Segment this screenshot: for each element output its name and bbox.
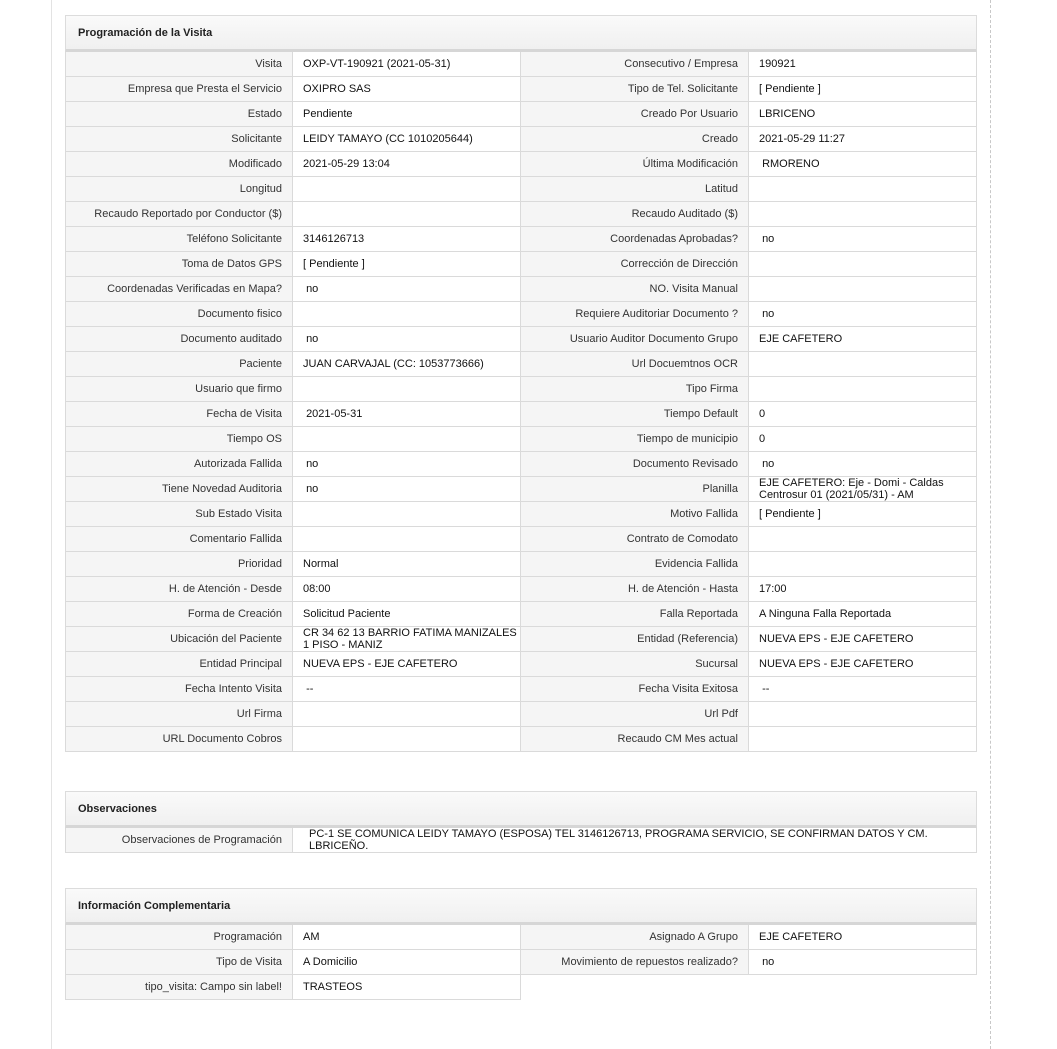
label-toma-de-datos-gps: Toma de Datos GPS [65, 252, 293, 277]
left-rail [51, 0, 52, 1049]
programacion-panel [65, 15, 977, 752]
label-entidad-principal: Entidad Principal [65, 652, 293, 677]
label-entidad-referencia: Entidad (Referencia) [521, 627, 749, 652]
value-consecutivo-empresa: 190921 [749, 52, 977, 77]
label-recaudo-reportado-por-conductor: Recaudo Reportado por Conductor ($) [65, 202, 293, 227]
value-visita: OXP-VT-190921 (2021-05-31) [293, 52, 521, 77]
value-documento-fisico [293, 302, 521, 327]
value-no-visita-manual [749, 277, 977, 302]
label-sucursal: Sucursal [521, 652, 749, 677]
label-ultima-modificacion: Última Modificación [521, 152, 749, 177]
label-falla-reportada: Falla Reportada [521, 602, 749, 627]
label-documento-auditado: Documento auditado [65, 327, 293, 352]
value-entidad-referencia: NUEVA EPS - EJE CAFETERO [749, 627, 977, 652]
observaciones-grid [65, 828, 977, 853]
value-url-docuemtnos-ocr [749, 352, 977, 377]
value-usuario-que-firmo [293, 377, 521, 402]
label-documento-revisado: Documento Revisado [521, 452, 749, 477]
label-consecutivo-empresa: Consecutivo / Empresa [521, 52, 749, 77]
value-empresa-que-presta-el-servicio: OXIPRO SAS [293, 77, 521, 102]
programacion-header: Programación de la Visita [65, 15, 977, 52]
value-usuario-auditor-documento-grupo: EJE CAFETERO [749, 327, 977, 352]
value-tipo-firma [749, 377, 977, 402]
label-tipo-firma: Tipo Firma [521, 377, 749, 402]
observaciones-panel [65, 791, 977, 853]
empty-cell [521, 975, 749, 1000]
value-telefono-solicitante: 3146126713 [293, 227, 521, 252]
value-url-pdf [749, 702, 977, 727]
label-telefono-solicitante: Teléfono Solicitante [65, 227, 293, 252]
label-autorizada-fallida: Autorizada Fallida [65, 452, 293, 477]
complementaria-grid [65, 925, 977, 1000]
value-recaudo-auditado [749, 202, 977, 227]
label-h-de-atencion-desde: H. de Atención - Desde [65, 577, 293, 602]
value-h-de-atencion-desde: 08:00 [293, 577, 521, 602]
value-tiempo-default: 0 [749, 402, 977, 427]
value-sub-estado-visita [293, 502, 521, 527]
label-longitud: Longitud [65, 177, 293, 202]
label-solicitante: Solicitante [65, 127, 293, 152]
label-prioridad: Prioridad [65, 552, 293, 577]
label-coordenadas-aprobadas: Coordenadas Aprobadas? [521, 227, 749, 252]
label-empresa-que-presta-el-servicio: Empresa que Presta el Servicio [65, 77, 293, 102]
label-url-firma: Url Firma [65, 702, 293, 727]
label-documento-fisico: Documento fisico [65, 302, 293, 327]
value-asignado-a-grupo: EJE CAFETERO [749, 925, 977, 950]
empty-cell [749, 975, 977, 1000]
label-contrato-de-comodato: Contrato de Comodato [521, 527, 749, 552]
label-requiere-auditoriar-documento: Requiere Auditoriar Documento ? [521, 302, 749, 327]
label-movimiento-de-repuestos-realizado: Movimiento de repuestos realizado? [521, 950, 749, 975]
value-fecha-de-visita: 2021-05-31 [293, 402, 521, 427]
value-recaudo-reportado-por-conductor [293, 202, 521, 227]
value-prioridad: Normal [293, 552, 521, 577]
value-planilla: EJE CAFETERO: Eje - Domi - Caldas Centrosur 01 (2021/05/31) - AM [749, 477, 977, 502]
label-motivo-fallida: Motivo Fallida [521, 502, 749, 527]
observaciones-value: PC-1 SE COMUNICA LEIDY TAMAYO (ESPOSA) TEL 3146126713, PROGRAMA SERVICIO, SE CONFIRMAN DATOS Y CM. LBRICEÑO. [293, 828, 977, 853]
value-url-firma [293, 702, 521, 727]
label-fecha-de-visita: Fecha de Visita [65, 402, 293, 427]
label-creado: Creado [521, 127, 749, 152]
value-falla-reportada: A Ninguna Falla Reportada [749, 602, 977, 627]
value-longitud [293, 177, 521, 202]
value-correccion-de-direccion [749, 252, 977, 277]
value-entidad-principal: NUEVA EPS - EJE CAFETERO [293, 652, 521, 677]
label-asignado-a-grupo: Asignado A Grupo [521, 925, 749, 950]
label-recaudo-auditado: Recaudo Auditado ($) [521, 202, 749, 227]
value-tipo-de-visita: A Domicilio [293, 950, 521, 975]
value-movimiento-de-repuestos-realizado: no [749, 950, 977, 975]
label-correccion-de-direccion: Corrección de Dirección [521, 252, 749, 277]
label-tipo-visita-campo-sin-label: tipo_visita: Campo sin label! [65, 975, 293, 1000]
observaciones-header: Observaciones [65, 791, 977, 828]
value-fecha-intento-visita: -- [293, 677, 521, 702]
complementaria-header: Información Complementaria [65, 888, 977, 925]
label-url-documento-cobros: URL Documento Cobros [65, 727, 293, 752]
value-latitud [749, 177, 977, 202]
value-h-de-atencion-hasta: 17:00 [749, 577, 977, 602]
label-paciente: Paciente [65, 352, 293, 377]
label-h-de-atencion-hasta: H. de Atención - Hasta [521, 577, 749, 602]
value-url-documento-cobros [293, 727, 521, 752]
value-tiene-novedad-auditoria: no [293, 477, 521, 502]
label-estado: Estado [65, 102, 293, 127]
label-tiene-novedad-auditoria: Tiene Novedad Auditoria [65, 477, 293, 502]
label-url-pdf: Url Pdf [521, 702, 749, 727]
label-forma-de-creacion: Forma de Creación [65, 602, 293, 627]
label-usuario-auditor-documento-grupo: Usuario Auditor Documento Grupo [521, 327, 749, 352]
label-programacion: Programación [65, 925, 293, 950]
value-autorizada-fallida: no [293, 452, 521, 477]
label-modificado: Modificado [65, 152, 293, 177]
value-recaudo-cm-mes-actual [749, 727, 977, 752]
label-latitud: Latitud [521, 177, 749, 202]
label-evidencia-fallida: Evidencia Fallida [521, 552, 749, 577]
label-planilla: Planilla [521, 477, 749, 502]
complementaria-panel [65, 888, 977, 1000]
label-ubicacion-del-paciente: Ubicación del Paciente [65, 627, 293, 652]
label-fecha-visita-exitosa: Fecha Visita Exitosa [521, 677, 749, 702]
label-tipo-de-tel-solicitante: Tipo de Tel. Solicitante [521, 77, 749, 102]
right-dashed-rail [990, 0, 991, 1049]
value-ultima-modificacion: RMORENO [749, 152, 977, 177]
value-contrato-de-comodato [749, 527, 977, 552]
value-tipo-visita-campo-sin-label: TRASTEOS [293, 975, 521, 1000]
label-visita: Visita [65, 52, 293, 77]
value-programacion: AM [293, 925, 521, 950]
label-comentario-fallida: Comentario Fallida [65, 527, 293, 552]
label-recaudo-cm-mes-actual: Recaudo CM Mes actual [521, 727, 749, 752]
value-comentario-fallida [293, 527, 521, 552]
value-tiempo-de-municipio: 0 [749, 427, 977, 452]
label-usuario-que-firmo: Usuario que firmo [65, 377, 293, 402]
programacion-grid [65, 52, 977, 752]
label-tiempo-os: Tiempo OS [65, 427, 293, 452]
label-tiempo-de-municipio: Tiempo de municipio [521, 427, 749, 452]
value-creado-por-usuario: LBRICENO [749, 102, 977, 127]
value-tipo-de-tel-solicitante: [ Pendiente ] [749, 77, 977, 102]
value-documento-auditado: no [293, 327, 521, 352]
value-motivo-fallida: [ Pendiente ] [749, 502, 977, 527]
label-no-visita-manual: NO. Visita Manual [521, 277, 749, 302]
value-evidencia-fallida [749, 552, 977, 577]
value-ubicacion-del-paciente: CR 34 62 13 BARRIO FATIMA MANIZALES 1 PISO - MANIZ [293, 627, 521, 652]
observaciones-label: Observaciones de Programación [65, 828, 293, 853]
value-paciente: JUAN CARVAJAL (CC: 1053773666) [293, 352, 521, 377]
value-tiempo-os [293, 427, 521, 452]
value-documento-revisado: no [749, 452, 977, 477]
label-url-docuemtnos-ocr: Url Docuemtnos OCR [521, 352, 749, 377]
value-modificado: 2021-05-29 13:04 [293, 152, 521, 177]
value-coordenadas-verificadas-en-mapa: no [293, 277, 521, 302]
value-fecha-visita-exitosa: -- [749, 677, 977, 702]
label-fecha-intento-visita: Fecha Intento Visita [65, 677, 293, 702]
value-coordenadas-aprobadas: no [749, 227, 977, 252]
value-estado: Pendiente [293, 102, 521, 127]
label-tiempo-default: Tiempo Default [521, 402, 749, 427]
label-coordenadas-verificadas-en-mapa: Coordenadas Verificadas en Mapa? [65, 277, 293, 302]
value-solicitante: LEIDY TAMAYO (CC 1010205644) [293, 127, 521, 152]
value-toma-de-datos-gps: [ Pendiente ] [293, 252, 521, 277]
value-forma-de-creacion: Solicitud Paciente [293, 602, 521, 627]
value-creado: 2021-05-29 11:27 [749, 127, 977, 152]
label-tipo-de-visita: Tipo de Visita [65, 950, 293, 975]
value-requiere-auditoriar-documento: no [749, 302, 977, 327]
value-sucursal: NUEVA EPS - EJE CAFETERO [749, 652, 977, 677]
label-sub-estado-visita: Sub Estado Visita [65, 502, 293, 527]
label-creado-por-usuario: Creado Por Usuario [521, 102, 749, 127]
